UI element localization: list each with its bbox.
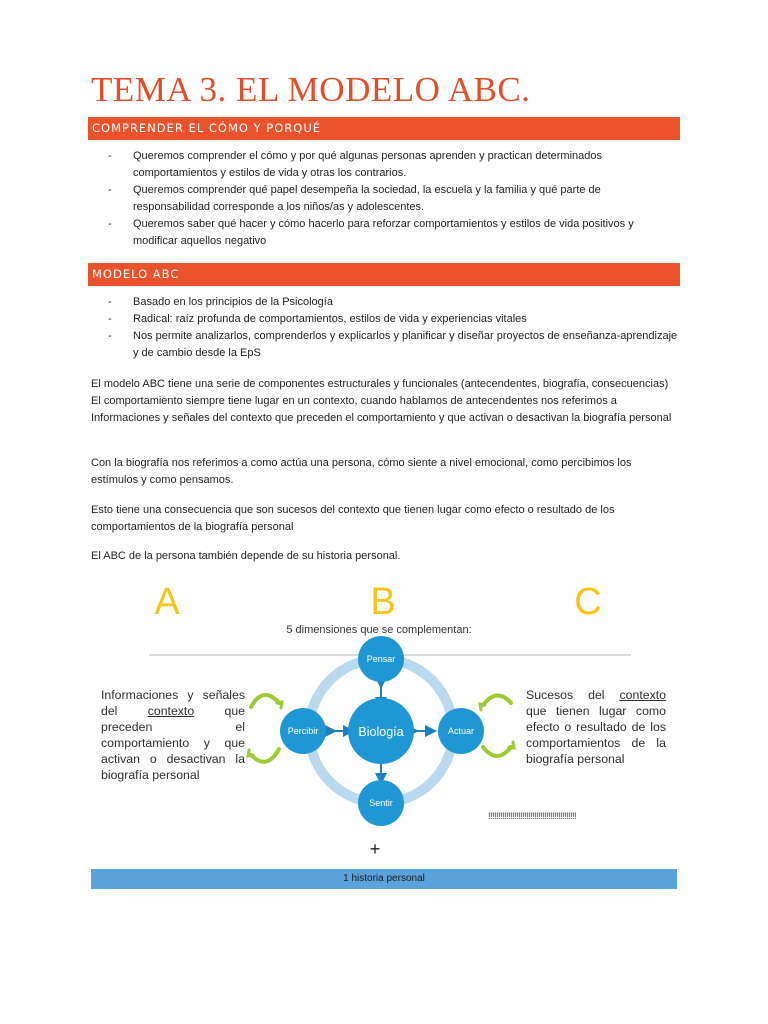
- node-percibir-label: Percibir: [287, 726, 319, 736]
- cycle-arrows-left-icon: [248, 695, 282, 762]
- letter-c: C: [574, 581, 602, 623]
- list-item: - Queremos saber qué hacer y cómo hacerlo para reforzar comportamientos y estilos de vida positivos y modificar aquellos negativo: [108, 216, 680, 250]
- paragraph-components: El modelo ABC tiene una serie de componentes estructurales y funcionales (antecendentes, biografía, consecuencias) El comportamiento siempre tiene lugar en un contexto, cuando hablamos de antecendentes nos referimos a Informaciones y señales del contexto que preceden el comportamiento y que activan o desactivan la biografía personal: [91, 378, 672, 424]
- paragraph-consecuencia: Esto tiene una consecuencia que son sucesos del contexto que tienen lugar como efecto o resultado de los comportamientos de la biografía personal: [91, 504, 615, 533]
- page-title: TEMA 3. EL MODELO ABC.: [91, 70, 531, 109]
- node-pensar-label: Pensar: [366, 654, 396, 664]
- diagram-subtitle: 5 dimensiones que se complementan:: [286, 624, 472, 636]
- antecedentes-text: Informaciones y señales del contexto que preceden el comportamiento y que activan o desactivan la biografía personal: [101, 688, 246, 782]
- paragraph-historia: El ABC de la persona también depende de su historia personal.: [91, 550, 401, 562]
- node-actuar-label: Actuar: [447, 726, 475, 736]
- list-item: - Basado en los principios de la Psicología: [108, 294, 680, 311]
- plus-sign: +: [369, 839, 381, 859]
- node-sentir-label: Sentir: [369, 798, 393, 808]
- list-item: - Radical: raíz profunda de comportamientos, estilos de vida y experiencias vitales: [108, 311, 680, 328]
- letter-a: A: [154, 581, 180, 623]
- abc-model-diagram: [91, 579, 677, 890]
- cycle-arrows-right-icon: [480, 695, 514, 756]
- list-item: - Queremos comprender qué papel desempeña la sociedad, la escuela y la familia y qué parte de responsabilidad corresponde a los niños/as y adolescentes.: [108, 182, 680, 216]
- consecuencias-text: Sucesos del contexto que tienen lugar como efecto o resultado de los comportamientos de la biografía personal: [526, 688, 666, 766]
- section-heading-comprender: COMPRENDER EL CÓMO Y PORQUÉ: [88, 117, 680, 140]
- paragraph-biografia: Con la biografía nos referimos a como actúa una persona, cómo siente a nivel emocional, como percibimos los estímulos y como pensamos.: [91, 457, 632, 486]
- list-item: - Nos permite analizarlos, comprenderlos y explicarlos y planificar y diseñar proyectos de enseñanza-aprendizaje y de cambio desde la EpS: [108, 328, 680, 362]
- historia-personal-bar: 1 historia personal: [91, 869, 677, 889]
- letter-b: B: [370, 581, 396, 623]
- bullet-list-modelo-abc: [108, 294, 680, 362]
- bullet-list-comprender: [108, 148, 680, 250]
- section-heading-modelo-abc: MODELO ABC: [88, 263, 680, 286]
- center-biologia-label: Biología: [358, 725, 404, 739]
- list-item: - Queremos comprender el cómo y por qué algunas personas aprenden y practican determinados comportamientos y estilos de vida y otras los contrarios.: [108, 148, 680, 182]
- exclamation-marks: !!!!!!!!!!!!!!!!!!!!!!!!!!!!!!!!!!!!!!!!!!!!: [488, 811, 577, 821]
